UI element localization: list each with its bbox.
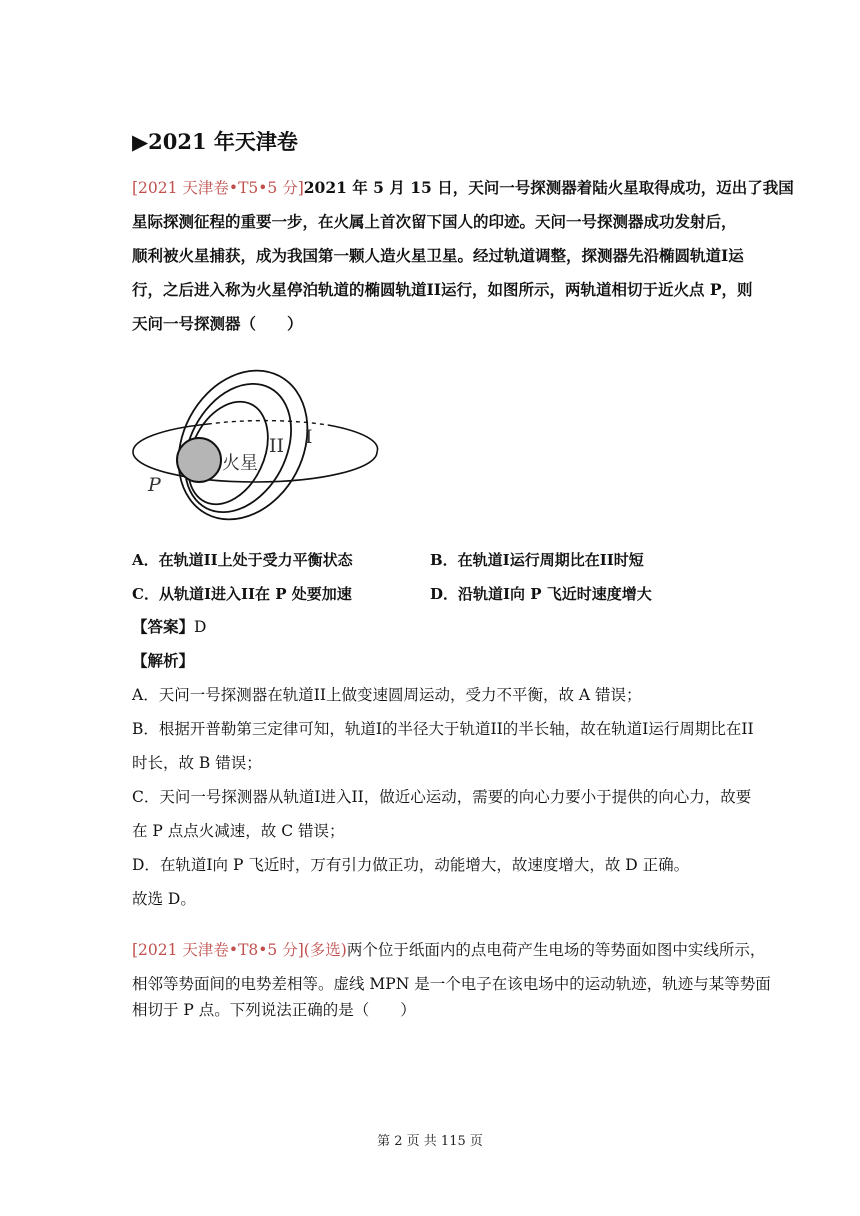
option-c: C．从轨道I进入II在 P 处要加速	[132, 585, 352, 603]
q1-tag: [2021 天津卷•T5•5 分]	[132, 179, 304, 197]
analysis-line-2: B．根据开普勒第三定律可知，轨道I的半径大于轨道II的半长轴，故在轨道I运行周期比在II	[132, 720, 754, 738]
analysis-line-6: D．在轨道I向 P 飞近时，万有引力做正功，动能增大，故速度增大，故 D 正确。	[132, 856, 690, 874]
option-b: B．在轨道I运行周期比在II时短	[430, 551, 644, 569]
analysis-line-7: 故选 D。	[132, 890, 196, 908]
q2-line-3: 相切于 P 点。下列说法正确的是（ ）	[132, 1001, 416, 1019]
q2-line-1	[132, 940, 765, 960]
q1-line-1	[132, 178, 794, 198]
point-p-label: P	[148, 474, 161, 496]
section-title: ▶2021 年天津卷	[132, 129, 298, 154]
analysis-label: 【解析】	[132, 651, 195, 670]
answer-label: 【答案】	[132, 617, 195, 636]
answer-value: D	[194, 618, 207, 636]
q1-text-1: 2021 年 5 月 15 日，天问一号探测器着陆火星取得成功，迈出了我国	[303, 178, 794, 197]
q1-line-4: 行，之后进入称为火星停泊轨道的椭圆轨道II运行，如图所示，两轨道相切于近火点 P，则	[132, 280, 753, 299]
q2-text-1: 两个位于纸面内的点电荷产生电场的等势面如图中实线所示，	[346, 941, 766, 959]
option-a: A．在轨道II上处于受力平衡状态	[132, 551, 353, 569]
q2-tag: [2021 天津卷•T8•5 分](多选)	[132, 941, 347, 959]
analysis-line-4: C．天问一号探测器从轨道I进入II，做近心运动，需要的向心力要小于提供的向心力，故要	[132, 788, 752, 806]
orbit-diagram-svg	[128, 345, 383, 530]
analysis-line-1: A．天问一号探测器在轨道II上做变速圆周运动，受力不平衡，故 A 错误；	[132, 686, 642, 704]
orbit1-label: I	[305, 426, 313, 448]
analysis-line-3: 时长，故 B 错误；	[132, 754, 262, 772]
orbit-diagram	[128, 345, 383, 530]
q2-line-2: 相邻等势面间的电势差相等。虚线 MPN 是一个电子在该电场中的运动轨迹，轨迹与某等势面	[132, 975, 771, 993]
answer-line	[132, 617, 206, 637]
q1-line-2: 星际探测征程的重要一步，在火属上首次留下国人的印迹。天问一号探测器成功发射后，	[132, 212, 737, 231]
q1-line-3: 顺利被火星捕获，成为我国第一颗人造火星卫星。经过轨道调整，探测器先沿椭圆轨道I运	[132, 246, 744, 265]
analysis-line-5: 在 P 点点火减速，故 C 错误；	[132, 822, 345, 840]
orbit2-label: II	[269, 435, 285, 457]
q1-line-5: 天问一号探测器（ ）	[132, 314, 303, 333]
planet-label: 火星	[222, 453, 258, 474]
page-footer: 第 2 页 共 115 页	[377, 1134, 483, 1149]
option-d: D．沿轨道I向 P 飞近时速度增大	[430, 585, 652, 603]
